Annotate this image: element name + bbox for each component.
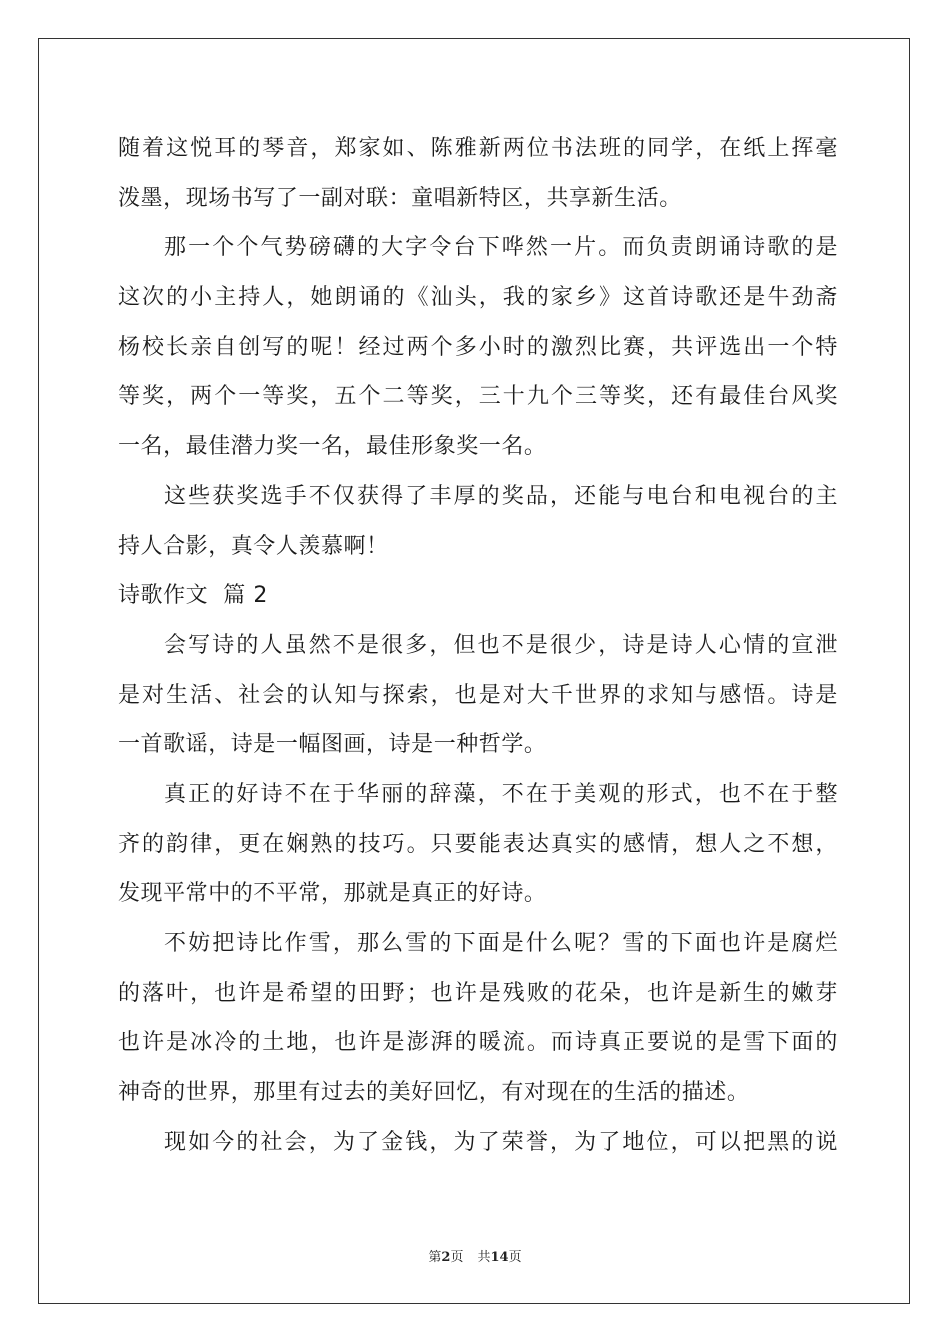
paragraph-line: 随着这悦耳的琴音，郑家如、陈雅新两位书法班的同学，在纸上挥毫	[118, 136, 838, 161]
paragraph-line: 泼墨，现场书写了一副对联：童唱新特区，共享新生活。	[118, 185, 682, 211]
paragraph-line: 现如今的社会，为了金钱，为了荣誉，为了地位，可以把黑的说	[164, 1129, 838, 1155]
total-page-number: 14	[490, 1250, 509, 1265]
paragraph-line: 杨校长亲自创写的呢！经过两个多小时的激烈比赛，共评选出一个特	[118, 334, 838, 360]
paragraph-line: 等奖，两个一等奖，五个二等奖，三十九个三等奖，还有最佳台风奖	[118, 384, 838, 410]
paragraph-line: 不妨把诗比作雪，那么雪的下面是什么呢？雪的下面也许是腐烂	[164, 931, 838, 956]
paragraph-line: 神奇的世界，那里有过去的美好回忆，有对现在的生活的描述。	[118, 1080, 750, 1106]
paragraph-line: 持人合影，真令人羡慕啊！	[118, 533, 389, 559]
total-label-unit: 页	[508, 1250, 522, 1265]
paragraph-line: 这些获奖选手不仅获得了丰厚的奖品，还能与电台和电视台的主	[164, 483, 838, 509]
paragraph-line: 齐的韵律，更在娴熟的技巧。只要能表达真实的感情，想人之不想，	[118, 831, 838, 857]
paragraph-line: 一首歌谣，诗是一幅图画，诗是一种哲学。	[118, 732, 547, 758]
paragraph-line: 的落叶，也许是希望的田野；也许是残败的花朵，也许是新生的嫩芽	[118, 980, 838, 1006]
total-label-prefix: 共	[477, 1250, 491, 1265]
paragraph-line: 发现平常中的不平常，那就是真正的好诗。	[118, 881, 547, 907]
document-body	[118, 124, 838, 1167]
section-heading: 诗歌作文 篇 2	[118, 583, 268, 609]
page-label-prefix: 第	[428, 1250, 442, 1265]
paragraph-line: 真正的好诗不在于华丽的辞藻，不在于美观的形式，也不在于整	[164, 781, 838, 807]
paragraph-line: 也许是冰冷的土地，也许是澎湃的暖流。而诗真正要说的是雪下面的	[118, 1030, 838, 1056]
page-footer	[0, 1246, 950, 1265]
paragraph-line: 一名，最佳潜力奖一名，最佳形象奖一名。	[118, 434, 547, 460]
paragraph-line: 那一个个气势磅礴的大字令台下哗然一片。而负责朗诵诗歌的是	[164, 235, 838, 261]
page-label-unit: 页	[450, 1250, 464, 1265]
paragraph-line: 这次的小主持人，她朗诵的《汕头，我的家乡》这首诗歌还是牛劲斋	[118, 285, 838, 311]
paragraph-line: 是对生活、社会的认知与探索，也是对大千世界的求知与感悟。诗是	[118, 682, 838, 708]
current-page-number: 2	[441, 1250, 451, 1265]
paragraph-line: 会写诗的人虽然不是很多，但也不是很少，诗是诗人心情的宣泄	[164, 632, 838, 658]
